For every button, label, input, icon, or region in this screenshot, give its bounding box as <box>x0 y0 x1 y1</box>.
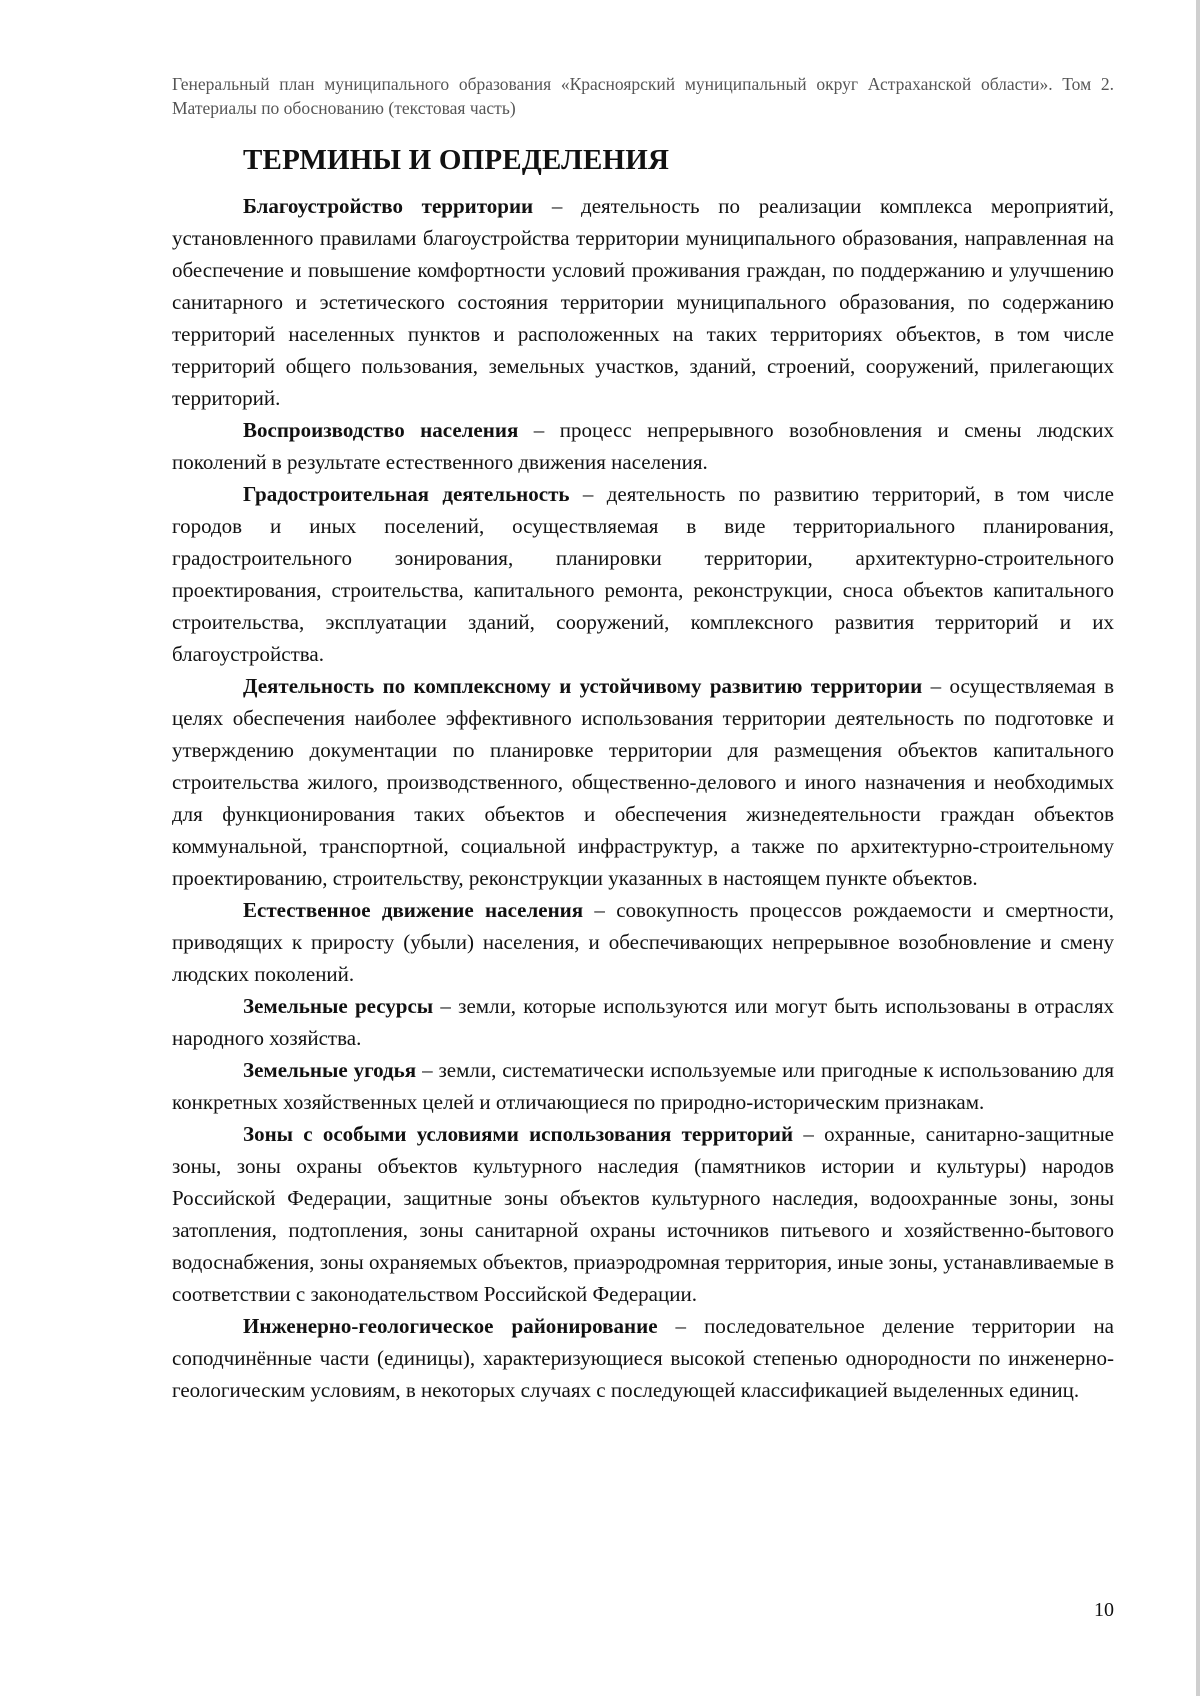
term-definition: – деятельность по развитию территорий, в том числе городов и иных поселений, осуществляемая в виде территориального планирования, градостроительного зонирования, планировки территории, архитектурно-строительного проектирования, строительства, капитального ремонта, реконструкции, сноса объектов капитального строительства, эксплуатации зданий, сооружений, комплексного развития территорий и их благоустройства. <box>172 482 1114 666</box>
term-entry <box>172 478 1114 670</box>
term-definition: – деятельность по реализации комплекса мероприятий, установленного правилами благоустройства территории муниципального образования, направленная на обеспечение и повышение комфортности условий проживания граждан, по поддержанию и улучшению санитарного и эстетического состояния территории муниципального образования, по содержанию территорий населенных пунктов и расположенных на таких территориях объектов, в том числе территорий общего пользования, земельных участков, зданий, строений, сооружений, прилегающих территорий. <box>172 194 1114 410</box>
term-entry <box>172 670 1114 894</box>
term-name: Благоустройство территории <box>243 194 534 218</box>
term-definition: – процесс непрерывного возобновления и смены людских поколений в результате естественного движения населения. <box>172 418 1114 474</box>
term-definition: – земли, которые используются или могут быть использованы в отраслях народного хозяйства. <box>172 994 1114 1050</box>
term-name: Градостроительная деятельность <box>243 482 570 506</box>
term-definition: – совокупность процессов рождаемости и смертности, приводящих к приросту (убыли) населения, и обеспечивающих непрерывное возобновление и смену людских поколений. <box>172 898 1114 986</box>
term-entry <box>172 414 1114 478</box>
term-name: Инженерно-геологическое районирование <box>243 1314 658 1338</box>
page-number: 10 <box>1094 1599 1114 1621</box>
term-entry <box>172 1054 1114 1118</box>
term-entry <box>172 1118 1114 1310</box>
term-name: Земельные угодья <box>243 1058 417 1082</box>
term-name: Зоны с особыми условиями использования территорий <box>243 1122 794 1146</box>
section-title: ТЕРМИНЫ И ОПРЕДЕЛЕНИЯ <box>243 144 670 176</box>
term-definition: – осуществляемая в целях обеспечения наиболее эффективного использования территории деятельность по подготовке и утверждению документации по планировке территории для размещения объектов капитального строительства жилого, производственного, общественно-делового и иного назначения и необходимых для функционирования таких объектов и обеспечения жизнедеятельности граждан объектов коммунальной, транспортной, социальной инфраструктур, а также по архитектурно-строительному проектированию, строительству, реконструкции указанных в настоящем пункте объектов. <box>172 674 1115 890</box>
term-name: Естественное движение населения <box>243 898 584 922</box>
term-definition: – земли, систематически используемые или пригодные к использованию для конкретных хозяйственных целей и отличающиеся по природно-историческим признакам. <box>172 1058 1115 1114</box>
terms-list <box>172 190 1114 1406</box>
term-definition: – охранные, санитарно-защитные зоны, зоны охраны объектов культурного наследия (памятников истории и культуры) народов Российской Федерации, защитные зоны объектов культурного наследия, водоохранные зоны, зоны затопления, подтопления, зоны санитарной охраны источников питьевого и хозяйственно-бытового водоснабжения, зоны охраняемых объектов, приаэродромная территория, иные зоны, устанавливаемые в соответствии с законодательством Российской Федерации. <box>172 1122 1115 1306</box>
term-name: Деятельность по комплексному и устойчивому развитию территории <box>243 674 923 698</box>
term-entry <box>172 990 1114 1054</box>
term-definition: – последовательное деление территории на соподчинённые части (единицы), характеризующиеся высокой степенью однородности по инженерно-геологическим условиям, в некоторых случаях с последующей классификацией выделенных единиц. <box>172 1314 1114 1402</box>
term-entry <box>172 894 1114 990</box>
term-entry <box>172 1310 1114 1406</box>
term-name: Земельные ресурсы <box>243 994 434 1018</box>
running-header: Генеральный план муниципального образования «Красноярский муниципальный округ Астраханской области». Том 2. Материалы по обоснованию (текстовая часть) <box>172 74 1114 118</box>
page-edge-divider <box>1196 0 1200 1696</box>
term-name: Воспроизводство населения <box>243 418 519 442</box>
term-entry <box>172 190 1114 414</box>
